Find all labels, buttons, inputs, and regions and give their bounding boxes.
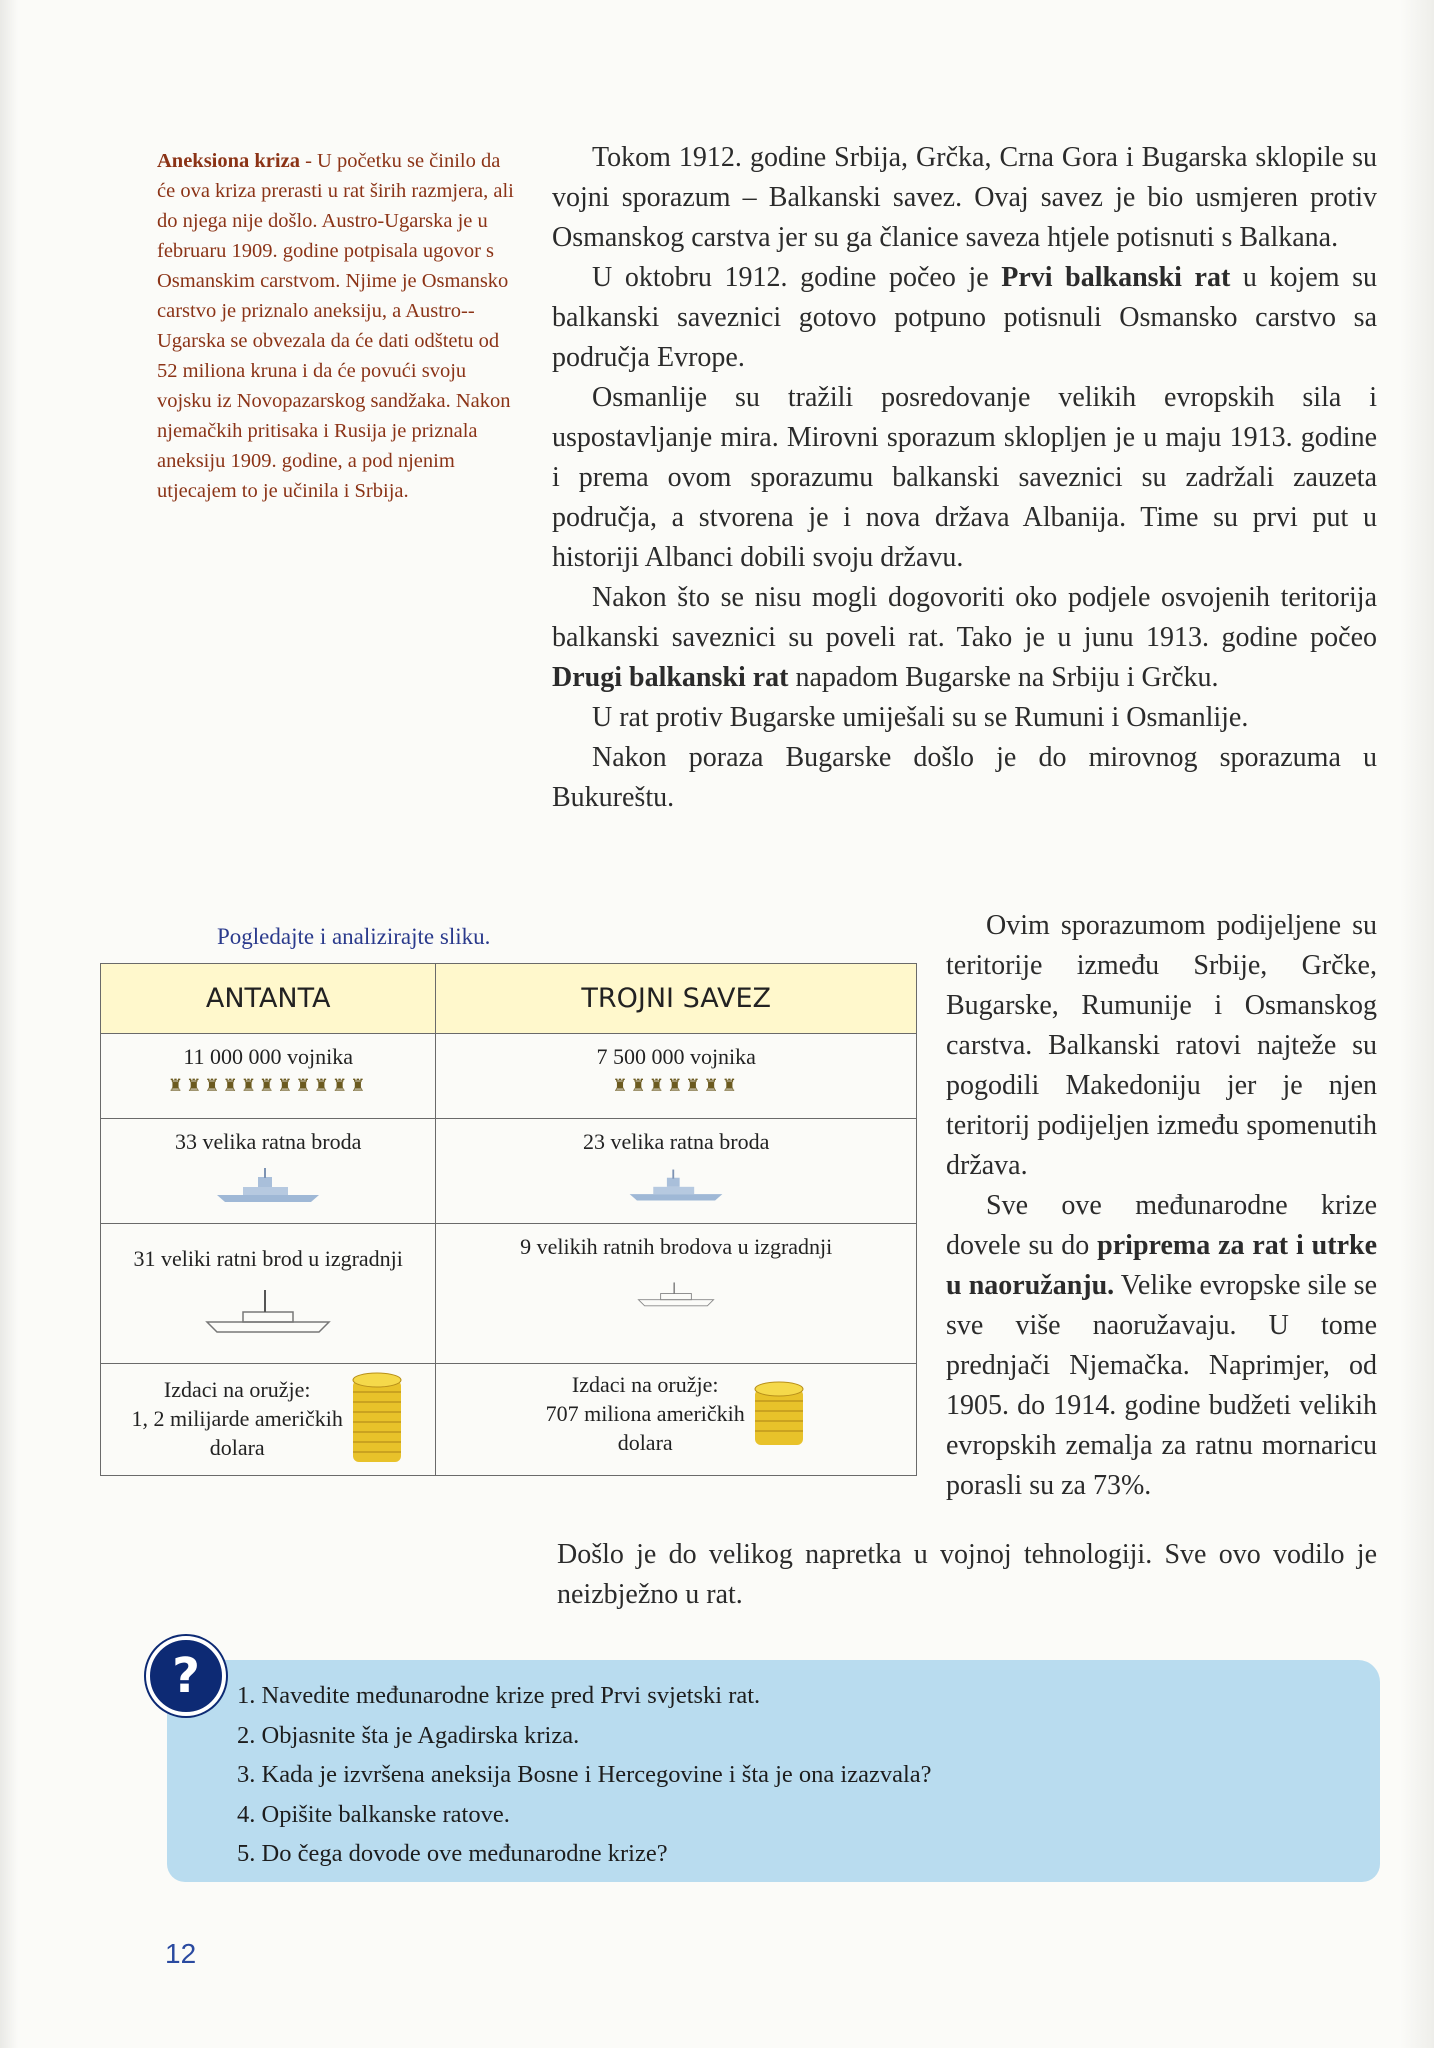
- first-balkan-war-term: Prvi balkanski rat: [1001, 262, 1231, 293]
- trojni-soldiers: 7 500 000 vojnika: [596, 1044, 756, 1069]
- gold-coins-icon: [349, 1370, 405, 1466]
- antanta-ships-cell: [101, 1119, 436, 1224]
- antanta-cost-cell: [101, 1364, 436, 1476]
- page-number: 12: [165, 1938, 197, 1969]
- right-paragraph-2: [946, 1186, 1377, 1506]
- trojni-cost-text: [546, 1370, 745, 1457]
- ships-under-construction-row: [101, 1224, 917, 1364]
- main-paragraph-4-start: Nakon što se nisu mogli dogovoriti oko podjele osvojenih teritorija balkanski saveznici su poveli rat. Tako je u junu 1913. godine počeo: [552, 582, 1377, 653]
- main-paragraph-4-end: napadom Bugarske na Srbiju i Grčku.: [788, 662, 1219, 693]
- ship-outline-icon: [203, 1282, 333, 1337]
- trojni-cost: [436, 1364, 916, 1457]
- trojni-ships: 23 velika ratna broda: [583, 1129, 770, 1154]
- main-paragraph-1: Tokom 1912. godine Srbija, Grčka, Crna Gora i Bugarska sklopile su vojni sporazum – Balkanski savez. Ovaj savez je bio usmjeren protiv Osmanskog carstva jer su ga članice saveza htjele potisnuti s Balkana.: [552, 142, 1377, 253]
- table-caption: Pogledajte i analizirajte sliku.: [217, 924, 491, 949]
- right-paragraph-2-end: Velike evropske sile se sve više naoružavaju. U tome prednjači Njemačka. Naprimjer, od 1905. do 1914. godine budžeti velikih evropskih zemalja za ratnu mornaricu porasli su za 73%.: [946, 1270, 1377, 1501]
- trojni-savez-header: TROJNI SAVEZ: [436, 964, 917, 1034]
- trojni-soldiers-cell: [436, 1034, 917, 1119]
- main-paragraph-5: U rat protiv Bugarske umiješali su se Rumuni i Osmanlije.: [592, 702, 1249, 733]
- trojni-ships-building: 9 velikih ratnih brodova u izgradnji: [520, 1234, 833, 1259]
- main-paragraph-4: [552, 578, 1377, 698]
- gold-coins-icon: [751, 1379, 807, 1449]
- right-paragraph-2-start: Sve ove međunarodne krize dovele su do: [946, 1190, 1377, 1261]
- sidebar-note: [157, 146, 517, 506]
- table-header-row: [101, 964, 917, 1034]
- main-text: [552, 138, 1377, 818]
- alliance-comparison-table: [100, 963, 917, 1476]
- ship-outline-icon: [636, 1272, 716, 1312]
- trojni-cost-cell: [436, 1364, 917, 1476]
- arms-spending-row: [101, 1364, 917, 1476]
- right-paragraph-1: Ovim sporazumom podijeljene su teritorije između Srbije, Grčke, Bugarske, Rumunije i Osmanskog carstva. Balkanski ratovi najteže su pogodili Makedoniju jer je njen teritorij podijeljen između spomenutih država.: [946, 910, 1377, 1181]
- antanta-build-cell: [101, 1224, 436, 1364]
- soldiers-row: [101, 1034, 917, 1119]
- antanta-ships-building: 31 veliki ratni brod u izgradnji: [133, 1246, 403, 1271]
- main-paragraph-3: Osmanlije su tražili posredovanje velikih evropskih sila i uspostavljanje mira. Mirovni sporazum sklopljen je u maju 1913. godine i prema ovom sporazumu balkanski saveznici su zadržali zauzeta područja, a stvorena je i nova država Albanija. Time su prvi put u historiji Albanci dobili svoju državu.: [552, 382, 1377, 573]
- right-column-text: [946, 906, 1377, 1506]
- warships-row: [101, 1119, 917, 1224]
- warship-icon: [626, 1165, 726, 1205]
- question-item: 4. Opišite balkanske ratove.: [237, 1800, 510, 1828]
- trojni-ships-cell: [436, 1119, 917, 1224]
- questions-list: [237, 1676, 1337, 1874]
- cost-currency: dolara: [209, 1434, 265, 1460]
- sidebar-note-text: - U početku se činilo da će ova kriza prerasti u rat širih razmjera, ali do njega nije došlo. Austro-Ugarska je u februaru 1909. godine potpisala ugovor s Osmanskim carstvom. Njime je Osmansko carstvo je priznalo aneksiju, a Austro--Ugarska se obvezala da će dati odštetu od 52 miliona kruna i da će povući svoju vojsku iz Novopazarskog sandžaka. Nakon njemačkih pritisaka i Rusija je priznala aneksiju 1909. godine, a pod njenim utjecajem to je učinila i Srbija.: [157, 150, 514, 502]
- sidebar-note-term: Aneksiona kriza: [157, 150, 300, 172]
- question-mark-icon: ?: [146, 1636, 226, 1716]
- main-paragraph-2: [552, 258, 1377, 378]
- antanta-ships: 33 velika ratna broda: [175, 1129, 362, 1154]
- antanta-soldiers-cell: [101, 1034, 436, 1119]
- question-item: 1. Navedite međunarodne krize pred Prvi svjetski rat.: [237, 1682, 761, 1709]
- bottom-paragraph: Došlo je do velikog napretka u vojnoj tehnologiji. Sve ovo vodilo je neizbježno u rat.: [557, 1539, 1377, 1610]
- cost-amount: 1, 2 milijarde američkih: [131, 1405, 343, 1431]
- cost-currency: dolara: [617, 1430, 673, 1455]
- antanta-cost: [101, 1364, 435, 1466]
- arms-race-term: priprema za rat i utrke u naoružanju.: [946, 1230, 1377, 1301]
- cost-amount: 707 miliona američkih: [545, 1401, 745, 1426]
- trojni-build-cell: [436, 1224, 917, 1364]
- main-paragraph-2-end: u kojem su balkanski saveznici gotovo potpuno potisnuli Osmansko carstvo sa područja Evrope.: [552, 262, 1377, 373]
- warship-icon: [213, 1165, 323, 1205]
- cost-label: Izdaci na oružje:: [163, 1376, 311, 1402]
- question-item: 3. Kada je izvršena aneksija Bosne i Hercegovine i šta je ona izazvala?: [237, 1761, 932, 1788]
- antanta-cost-text: [132, 1375, 343, 1462]
- antanta-soldiers: 11 000 000 vojnika: [183, 1044, 354, 1069]
- main-paragraph-2-start: U oktobru 1912. godine počeo je: [592, 262, 1002, 293]
- soldier-icons: ♜♜♜♜♜♜♜: [612, 1076, 741, 1095]
- antanta-header: ANTANTA: [101, 964, 436, 1034]
- cost-label: Izdaci na oružje:: [571, 1372, 719, 1397]
- question-item: 5. Do čega dovode ove međunarodne krize?: [237, 1840, 668, 1867]
- main-paragraph-6: Nakon poraza Bugarske došlo je do mirovnog sporazuma u Bukureštu.: [552, 742, 1377, 813]
- question-item: 2. Objasnite šta je Agadirska kriza.: [237, 1721, 580, 1749]
- second-balkan-war-term: Drugi balkanski rat: [552, 662, 789, 693]
- soldier-icons: ♜♜♜♜♜♜♜♜♜♜♜: [167, 1076, 369, 1095]
